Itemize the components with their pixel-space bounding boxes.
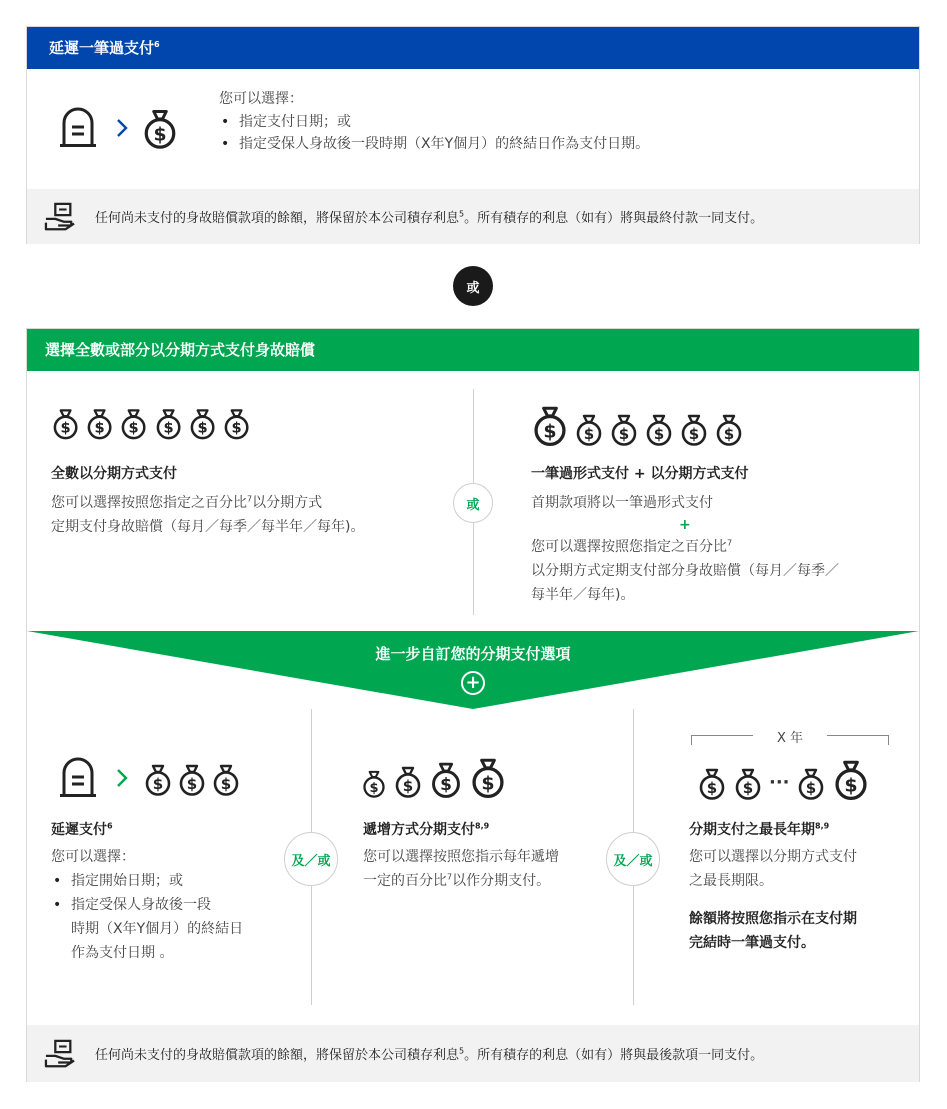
max-period-heading: 分期支付之最長年期$^{8,9}$ [689,821,830,838]
instalment-panel [26,328,920,1082]
deferred-lump-sum-title: 延遲一筆過支付$^6$ [27,27,919,69]
large-money-bag-icon [531,405,569,447]
full-instalment-heading: 全數以分期方式支付 [51,466,177,482]
deferred-bullet-2: • 指定受保人身故後一段時期（X年Y個月）的終結日作為支付日期。 [219,133,649,155]
money-bag-icon [154,407,183,441]
increasing-instalment-icons [361,753,531,799]
money-bag-icon [697,767,727,801]
money-bag-icon [188,407,217,441]
money-bag-icon [143,763,173,797]
money-bag-icon [177,763,207,797]
lump-sum-plus-instalment-heading: 一筆過形式支付 + 以分期方式支付 [531,466,749,482]
hand-payment-icon [43,1039,77,1069]
x-years-label: X 年 [776,731,804,746]
chevron-right-icon [115,117,129,139]
deferred-note-bar [27,189,919,244]
deferred-lump-sum-panel [26,26,920,244]
increasing-instalment-heading: 遞增方式分期支付$^{8,9}$ [363,821,490,838]
money-bag-icon [222,407,251,441]
lump-sum-plus-instalment-text: 首期款項將以一筆過形式支付 + 您可以選擇按照您指定之百分比$^7$ 以分期方式定期支付部分身故賠償（每月／每季／ 每半年／每年)。 [531,491,911,607]
instalment-title: 選擇全數或部分以分期方式支付身故賠償 [27,329,919,371]
full-instalment-text: 您可以選擇按照您指定之百分比$^7$以分期方式 定期支付身故賠償（每月／每季／每半年／每年)。 [51,494,365,535]
money-bag-icon [119,407,148,441]
money-bag-icon [644,413,674,447]
max-period-text: 您可以選擇以分期方式支付 之最長期限。 餘額將按照您指示在支付期 完結時一筆過支付。 [689,849,857,951]
instalment-note-text: 任何尚未支付的身故賠償款項的餘額，將保留於本公司積存利息$^5$。所有積存的利息（如有）將與最後款項一同支付。 [95,1046,764,1063]
or-mid-badge: 或 [453,483,493,523]
tombstone-icon [57,757,99,799]
or-label: 或 [466,280,480,296]
x-years-bracket [691,727,891,747]
max-period-icons [697,755,897,801]
money-bag-icon [796,767,826,801]
hand-payment-icon [43,202,77,232]
deferred-instalment-heading: 延遲支付$^6$ [51,821,113,838]
and-or-badge-1: 及／或 [284,832,338,886]
money-bag-icon [609,413,639,447]
money-bag-icon [733,767,763,801]
money-bag-icon [141,109,179,149]
large-money-bag-icon [832,759,870,801]
deferred-intro: 您可以選擇： [219,91,303,107]
money-bag-icon [679,413,709,447]
money-bag-icon [85,407,114,441]
full-instalment-icons [51,407,251,447]
money-bag-icon [51,407,80,441]
deferred-instalment-icons [57,757,287,801]
deferred-icons [57,107,187,151]
money-bag-icon [361,769,387,799]
tombstone-icon [57,107,99,149]
deferred-instalment-text: 您可以選擇： • 指定開始日期；或 • 指定受保人身故後一段 時期（X年Y個月）的終結日 作為支付日期 。 [51,845,301,965]
or-divider-badge [453,266,493,306]
increasing-instalment-text: 您可以選擇按照您指示每年遞增 一定的百分比$^7$以作分期支付。 [363,849,559,889]
deferred-bullet-1: • 指定支付日期；或 [219,111,649,133]
ellipsis: ··· [769,772,790,793]
plus-sign: + [679,517,691,533]
lump-sum-plus-instalment-icons [531,401,751,447]
deferred-note-text: 任何尚未支付的身故賠償款項的餘額，將保留於本公司積存利息$^5$。所有積存的利息（如有）將與最終付款一同支付。 [95,209,764,226]
money-bag-icon [469,757,507,799]
customize-title: 進一步自訂您的分期支付選項 [375,645,571,663]
money-bag-icon [574,413,604,447]
instalment-note-bar [27,1025,919,1082]
money-bag-icon [211,763,241,797]
money-bag-icon [393,765,423,799]
plus-circle-icon: + [461,671,485,695]
money-bag-icon [714,413,744,447]
chevron-right-icon [115,767,129,789]
deferred-options-text [219,87,649,155]
and-or-badge-2: 及／或 [606,832,660,886]
money-bag-icon [429,761,463,799]
